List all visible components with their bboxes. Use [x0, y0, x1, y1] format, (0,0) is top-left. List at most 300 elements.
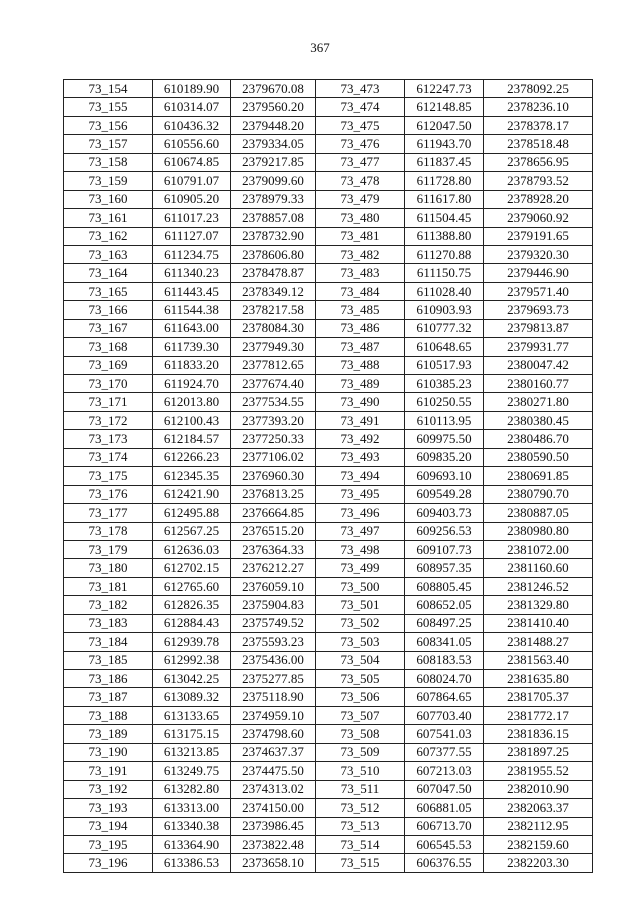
- x-coordinate-cell: 610250.55: [405, 393, 484, 411]
- y-coordinate-cell: 2379670.08: [231, 80, 316, 98]
- y-coordinate-cell: 2378857.08: [231, 209, 316, 227]
- table-row: [64, 430, 593, 448]
- y-coordinate-cell: 2381160.60: [484, 559, 593, 577]
- x-coordinate-cell: 607213.03: [405, 762, 484, 780]
- y-coordinate-cell: 2375277.85: [231, 670, 316, 688]
- point-id-cell: 73_479: [316, 190, 405, 208]
- point-id-cell: 73_184: [64, 633, 153, 651]
- y-coordinate-cell: 2378518.48: [484, 135, 593, 153]
- x-coordinate-cell: 612013.80: [153, 393, 231, 411]
- table-row: [64, 319, 593, 337]
- y-coordinate-cell: 2376364.33: [231, 540, 316, 558]
- point-id-cell: 73_190: [64, 743, 153, 761]
- table-row: [64, 540, 593, 558]
- point-id-cell: 73_158: [64, 153, 153, 171]
- x-coordinate-cell: 611150.75: [405, 264, 484, 282]
- y-coordinate-cell: 2373986.45: [231, 817, 316, 835]
- point-id-cell: 73_175: [64, 467, 153, 485]
- y-coordinate-cell: 2374475.50: [231, 762, 316, 780]
- table-row: [64, 282, 593, 300]
- x-coordinate-cell: 613249.75: [153, 762, 231, 780]
- point-id-cell: 73_485: [316, 301, 405, 319]
- point-id-cell: 73_155: [64, 98, 153, 116]
- point-id-cell: 73_499: [316, 559, 405, 577]
- y-coordinate-cell: 2375118.90: [231, 688, 316, 706]
- point-id-cell: 73_488: [316, 356, 405, 374]
- point-id-cell: 73_493: [316, 448, 405, 466]
- x-coordinate-cell: 612266.23: [153, 448, 231, 466]
- x-coordinate-cell: 611270.88: [405, 245, 484, 263]
- x-coordinate-cell: 608497.25: [405, 614, 484, 632]
- table-row: [64, 614, 593, 632]
- x-coordinate-cell: 612100.43: [153, 411, 231, 429]
- x-coordinate-cell: 613089.32: [153, 688, 231, 706]
- x-coordinate-cell: 613313.00: [153, 799, 231, 817]
- x-coordinate-cell: 610189.90: [153, 80, 231, 98]
- x-coordinate-cell: 612047.50: [405, 116, 484, 134]
- point-id-cell: 73_502: [316, 614, 405, 632]
- x-coordinate-cell: 609975.50: [405, 430, 484, 448]
- point-id-cell: 73_169: [64, 356, 153, 374]
- table-row: [64, 670, 593, 688]
- y-coordinate-cell: 2380590.50: [484, 448, 593, 466]
- table-row: [64, 153, 593, 171]
- point-id-cell: 73_483: [316, 264, 405, 282]
- point-id-cell: 73_473: [316, 80, 405, 98]
- point-id-cell: 73_189: [64, 725, 153, 743]
- x-coordinate-cell: 612992.38: [153, 651, 231, 669]
- point-id-cell: 73_481: [316, 227, 405, 245]
- point-id-cell: 73_157: [64, 135, 153, 153]
- y-coordinate-cell: 2378478.87: [231, 264, 316, 282]
- point-id-cell: 73_180: [64, 559, 153, 577]
- y-coordinate-cell: 2378217.58: [231, 301, 316, 319]
- y-coordinate-cell: 2379448.20: [231, 116, 316, 134]
- table-row: [64, 98, 593, 116]
- point-id-cell: 73_496: [316, 504, 405, 522]
- point-id-cell: 73_185: [64, 651, 153, 669]
- y-coordinate-cell: 2378349.12: [231, 282, 316, 300]
- x-coordinate-cell: 613386.53: [153, 854, 231, 872]
- table-row: [64, 651, 593, 669]
- y-coordinate-cell: 2378979.33: [231, 190, 316, 208]
- y-coordinate-cell: 2378732.90: [231, 227, 316, 245]
- point-id-cell: 73_166: [64, 301, 153, 319]
- point-id-cell: 73_168: [64, 338, 153, 356]
- y-coordinate-cell: 2379931.77: [484, 338, 593, 356]
- table-row: [64, 706, 593, 724]
- point-id-cell: 73_170: [64, 375, 153, 393]
- y-coordinate-cell: 2374798.60: [231, 725, 316, 743]
- x-coordinate-cell: 611504.45: [405, 209, 484, 227]
- table-row: [64, 835, 593, 853]
- x-coordinate-cell: 612702.15: [153, 559, 231, 577]
- x-coordinate-cell: 613175.15: [153, 725, 231, 743]
- y-coordinate-cell: 2379446.90: [484, 264, 593, 282]
- table-row: [64, 522, 593, 540]
- x-coordinate-cell: 610777.32: [405, 319, 484, 337]
- point-id-cell: 73_191: [64, 762, 153, 780]
- y-coordinate-cell: 2379060.92: [484, 209, 593, 227]
- point-id-cell: 73_188: [64, 706, 153, 724]
- y-coordinate-cell: 2377106.02: [231, 448, 316, 466]
- table-row: [64, 227, 593, 245]
- point-id-cell: 73_474: [316, 98, 405, 116]
- table-row: [64, 356, 593, 374]
- point-id-cell: 73_492: [316, 430, 405, 448]
- point-id-cell: 73_480: [316, 209, 405, 227]
- y-coordinate-cell: 2378092.25: [484, 80, 593, 98]
- y-coordinate-cell: 2381563.40: [484, 651, 593, 669]
- y-coordinate-cell: 2380160.77: [484, 375, 593, 393]
- table-row: [64, 799, 593, 817]
- y-coordinate-cell: 2379099.60: [231, 172, 316, 190]
- point-id-cell: 73_510: [316, 762, 405, 780]
- point-id-cell: 73_514: [316, 835, 405, 853]
- y-coordinate-cell: 2377949.30: [231, 338, 316, 356]
- point-id-cell: 73_179: [64, 540, 153, 558]
- y-coordinate-cell: 2373822.48: [231, 835, 316, 853]
- x-coordinate-cell: 606376.55: [405, 854, 484, 872]
- table-row: [64, 596, 593, 614]
- x-coordinate-cell: 611340.23: [153, 264, 231, 282]
- y-coordinate-cell: 2377534.55: [231, 393, 316, 411]
- y-coordinate-cell: 2376664.85: [231, 504, 316, 522]
- y-coordinate-cell: 2375904.83: [231, 596, 316, 614]
- y-coordinate-cell: 2380271.80: [484, 393, 593, 411]
- x-coordinate-cell: 612345.35: [153, 467, 231, 485]
- point-id-cell: 73_181: [64, 577, 153, 595]
- point-id-cell: 73_187: [64, 688, 153, 706]
- x-coordinate-cell: 612148.85: [405, 98, 484, 116]
- x-coordinate-cell: 607703.40: [405, 706, 484, 724]
- point-id-cell: 73_482: [316, 245, 405, 263]
- x-coordinate-cell: 610674.85: [153, 153, 231, 171]
- point-id-cell: 73_194: [64, 817, 153, 835]
- table-row: [64, 780, 593, 798]
- y-coordinate-cell: 2381246.52: [484, 577, 593, 595]
- y-coordinate-cell: 2379191.65: [484, 227, 593, 245]
- y-coordinate-cell: 2379217.85: [231, 153, 316, 171]
- x-coordinate-cell: 611028.40: [405, 282, 484, 300]
- y-coordinate-cell: 2378606.80: [231, 245, 316, 263]
- y-coordinate-cell: 2382063.37: [484, 799, 593, 817]
- table-row: [64, 762, 593, 780]
- x-coordinate-cell: 613364.90: [153, 835, 231, 853]
- y-coordinate-cell: 2380486.70: [484, 430, 593, 448]
- y-coordinate-cell: 2378928.20: [484, 190, 593, 208]
- table-row: [64, 393, 593, 411]
- x-coordinate-cell: 611924.70: [153, 375, 231, 393]
- x-coordinate-cell: 608341.05: [405, 633, 484, 651]
- x-coordinate-cell: 610648.65: [405, 338, 484, 356]
- point-id-cell: 73_164: [64, 264, 153, 282]
- y-coordinate-cell: 2378236.10: [484, 98, 593, 116]
- y-coordinate-cell: 2380887.05: [484, 504, 593, 522]
- y-coordinate-cell: 2381410.40: [484, 614, 593, 632]
- table-row: [64, 172, 593, 190]
- y-coordinate-cell: 2381072.00: [484, 540, 593, 558]
- point-id-cell: 73_173: [64, 430, 153, 448]
- x-coordinate-cell: 612939.78: [153, 633, 231, 651]
- x-coordinate-cell: 610314.07: [153, 98, 231, 116]
- y-coordinate-cell: 2374959.10: [231, 706, 316, 724]
- point-id-cell: 73_486: [316, 319, 405, 337]
- point-id-cell: 73_178: [64, 522, 153, 540]
- x-coordinate-cell: 612495.88: [153, 504, 231, 522]
- point-id-cell: 73_183: [64, 614, 153, 632]
- y-coordinate-cell: 2378084.30: [231, 319, 316, 337]
- y-coordinate-cell: 2379560.20: [231, 98, 316, 116]
- x-coordinate-cell: 610113.95: [405, 411, 484, 429]
- y-coordinate-cell: 2376515.20: [231, 522, 316, 540]
- point-id-cell: 73_495: [316, 485, 405, 503]
- table-row: [64, 80, 593, 98]
- y-coordinate-cell: 2373658.10: [231, 854, 316, 872]
- x-coordinate-cell: 611833.20: [153, 356, 231, 374]
- y-coordinate-cell: 2381836.15: [484, 725, 593, 743]
- x-coordinate-cell: 609835.20: [405, 448, 484, 466]
- point-id-cell: 73_507: [316, 706, 405, 724]
- x-coordinate-cell: 609403.73: [405, 504, 484, 522]
- x-coordinate-cell: 607541.03: [405, 725, 484, 743]
- point-id-cell: 73_501: [316, 596, 405, 614]
- x-coordinate-cell: 606713.70: [405, 817, 484, 835]
- point-id-cell: 73_161: [64, 209, 153, 227]
- y-coordinate-cell: 2378793.52: [484, 172, 593, 190]
- point-id-cell: 73_165: [64, 282, 153, 300]
- point-id-cell: 73_162: [64, 227, 153, 245]
- table-row: [64, 688, 593, 706]
- y-coordinate-cell: 2378378.17: [484, 116, 593, 134]
- y-coordinate-cell: 2377674.40: [231, 375, 316, 393]
- point-id-cell: 73_494: [316, 467, 405, 485]
- x-coordinate-cell: 611643.00: [153, 319, 231, 337]
- y-coordinate-cell: 2379320.30: [484, 245, 593, 263]
- y-coordinate-cell: 2382112.95: [484, 817, 593, 835]
- x-coordinate-cell: 607047.50: [405, 780, 484, 798]
- point-id-cell: 73_171: [64, 393, 153, 411]
- point-id-cell: 73_193: [64, 799, 153, 817]
- x-coordinate-cell: 610905.20: [153, 190, 231, 208]
- x-coordinate-cell: 612765.60: [153, 577, 231, 595]
- point-id-cell: 73_513: [316, 817, 405, 835]
- y-coordinate-cell: 2380047.42: [484, 356, 593, 374]
- table-row: [64, 411, 593, 429]
- x-coordinate-cell: 606881.05: [405, 799, 484, 817]
- x-coordinate-cell: 610436.32: [153, 116, 231, 134]
- point-id-cell: 73_497: [316, 522, 405, 540]
- point-id-cell: 73_163: [64, 245, 153, 263]
- x-coordinate-cell: 610903.93: [405, 301, 484, 319]
- x-coordinate-cell: 611739.30: [153, 338, 231, 356]
- point-id-cell: 73_509: [316, 743, 405, 761]
- table-row: [64, 633, 593, 651]
- x-coordinate-cell: 611728.80: [405, 172, 484, 190]
- y-coordinate-cell: 2380380.45: [484, 411, 593, 429]
- y-coordinate-cell: 2381897.25: [484, 743, 593, 761]
- point-id-cell: 73_489: [316, 375, 405, 393]
- x-coordinate-cell: 611234.75: [153, 245, 231, 263]
- point-id-cell: 73_182: [64, 596, 153, 614]
- x-coordinate-cell: 612826.35: [153, 596, 231, 614]
- x-coordinate-cell: 613213.85: [153, 743, 231, 761]
- x-coordinate-cell: 612421.90: [153, 485, 231, 503]
- x-coordinate-cell: 608183.53: [405, 651, 484, 669]
- y-coordinate-cell: 2374637.37: [231, 743, 316, 761]
- table-row: [64, 854, 593, 872]
- y-coordinate-cell: 2379571.40: [484, 282, 593, 300]
- x-coordinate-cell: 611388.80: [405, 227, 484, 245]
- x-coordinate-cell: 606545.53: [405, 835, 484, 853]
- point-id-cell: 73_176: [64, 485, 153, 503]
- table-row: [64, 135, 593, 153]
- x-coordinate-cell: 613042.25: [153, 670, 231, 688]
- y-coordinate-cell: 2374150.00: [231, 799, 316, 817]
- coordinates-table-body: [64, 80, 593, 873]
- table-row: [64, 209, 593, 227]
- point-id-cell: 73_487: [316, 338, 405, 356]
- point-id-cell: 73_478: [316, 172, 405, 190]
- x-coordinate-cell: 611617.80: [405, 190, 484, 208]
- point-id-cell: 73_500: [316, 577, 405, 595]
- x-coordinate-cell: 612884.43: [153, 614, 231, 632]
- x-coordinate-cell: 611443.45: [153, 282, 231, 300]
- point-id-cell: 73_154: [64, 80, 153, 98]
- point-id-cell: 73_491: [316, 411, 405, 429]
- table-row: [64, 245, 593, 263]
- y-coordinate-cell: 2381955.52: [484, 762, 593, 780]
- y-coordinate-cell: 2379813.87: [484, 319, 593, 337]
- x-coordinate-cell: 612247.73: [405, 80, 484, 98]
- x-coordinate-cell: 611127.07: [153, 227, 231, 245]
- x-coordinate-cell: 607864.65: [405, 688, 484, 706]
- y-coordinate-cell: 2377393.20: [231, 411, 316, 429]
- x-coordinate-cell: 613340.38: [153, 817, 231, 835]
- table-row: [64, 504, 593, 522]
- y-coordinate-cell: 2375436.00: [231, 651, 316, 669]
- y-coordinate-cell: 2381329.80: [484, 596, 593, 614]
- y-coordinate-cell: 2381635.80: [484, 670, 593, 688]
- table-row: [64, 375, 593, 393]
- x-coordinate-cell: 610556.60: [153, 135, 231, 153]
- x-coordinate-cell: 613133.65: [153, 706, 231, 724]
- x-coordinate-cell: 609549.28: [405, 485, 484, 503]
- x-coordinate-cell: 609256.53: [405, 522, 484, 540]
- y-coordinate-cell: 2381772.17: [484, 706, 593, 724]
- point-id-cell: 73_195: [64, 835, 153, 853]
- table-row: [64, 264, 593, 282]
- table-row: [64, 817, 593, 835]
- x-coordinate-cell: 610791.07: [153, 172, 231, 190]
- y-coordinate-cell: 2381488.27: [484, 633, 593, 651]
- point-id-cell: 73_506: [316, 688, 405, 706]
- x-coordinate-cell: 612636.03: [153, 540, 231, 558]
- table-row: [64, 190, 593, 208]
- y-coordinate-cell: 2380691.85: [484, 467, 593, 485]
- y-coordinate-cell: 2382010.90: [484, 780, 593, 798]
- x-coordinate-cell: 610385.23: [405, 375, 484, 393]
- point-id-cell: 73_515: [316, 854, 405, 872]
- table-row: [64, 467, 593, 485]
- x-coordinate-cell: 607377.55: [405, 743, 484, 761]
- y-coordinate-cell: 2382203.30: [484, 854, 593, 872]
- y-coordinate-cell: 2379334.05: [231, 135, 316, 153]
- y-coordinate-cell: 2377812.65: [231, 356, 316, 374]
- point-id-cell: 73_159: [64, 172, 153, 190]
- table-row: [64, 743, 593, 761]
- x-coordinate-cell: 611017.23: [153, 209, 231, 227]
- y-coordinate-cell: 2376059.10: [231, 577, 316, 595]
- point-id-cell: 73_505: [316, 670, 405, 688]
- point-id-cell: 73_508: [316, 725, 405, 743]
- y-coordinate-cell: 2375749.52: [231, 614, 316, 632]
- table-row: [64, 301, 593, 319]
- y-coordinate-cell: 2376212.27: [231, 559, 316, 577]
- x-coordinate-cell: 611544.38: [153, 301, 231, 319]
- x-coordinate-cell: 609107.73: [405, 540, 484, 558]
- y-coordinate-cell: 2377250.33: [231, 430, 316, 448]
- y-coordinate-cell: 2382159.60: [484, 835, 593, 853]
- y-coordinate-cell: 2376813.25: [231, 485, 316, 503]
- point-id-cell: 73_172: [64, 411, 153, 429]
- x-coordinate-cell: 612184.57: [153, 430, 231, 448]
- point-id-cell: 73_174: [64, 448, 153, 466]
- point-id-cell: 73_511: [316, 780, 405, 798]
- point-id-cell: 73_503: [316, 633, 405, 651]
- table-row: [64, 116, 593, 134]
- x-coordinate-cell: 612567.25: [153, 522, 231, 540]
- y-coordinate-cell: 2380980.80: [484, 522, 593, 540]
- x-coordinate-cell: 608024.70: [405, 670, 484, 688]
- table-row: [64, 725, 593, 743]
- point-id-cell: 73_192: [64, 780, 153, 798]
- point-id-cell: 73_475: [316, 116, 405, 134]
- y-coordinate-cell: 2378656.95: [484, 153, 593, 171]
- page-number: 367: [310, 40, 330, 55]
- x-coordinate-cell: 608805.45: [405, 577, 484, 595]
- x-coordinate-cell: 608957.35: [405, 559, 484, 577]
- y-coordinate-cell: 2376960.30: [231, 467, 316, 485]
- table-row: [64, 577, 593, 595]
- table-row: [64, 485, 593, 503]
- point-id-cell: 73_512: [316, 799, 405, 817]
- y-coordinate-cell: 2380790.70: [484, 485, 593, 503]
- table-row: [64, 338, 593, 356]
- x-coordinate-cell: 613282.80: [153, 780, 231, 798]
- y-coordinate-cell: 2379693.73: [484, 301, 593, 319]
- point-id-cell: 73_504: [316, 651, 405, 669]
- y-coordinate-cell: 2375593.23: [231, 633, 316, 651]
- point-id-cell: 73_186: [64, 670, 153, 688]
- point-id-cell: 73_156: [64, 116, 153, 134]
- table-row: [64, 559, 593, 577]
- point-id-cell: 73_196: [64, 854, 153, 872]
- point-id-cell: 73_498: [316, 540, 405, 558]
- point-id-cell: 73_177: [64, 504, 153, 522]
- table-row: [64, 448, 593, 466]
- x-coordinate-cell: 608652.05: [405, 596, 484, 614]
- coordinates-table: [63, 79, 593, 873]
- x-coordinate-cell: 610517.93: [405, 356, 484, 374]
- point-id-cell: 73_476: [316, 135, 405, 153]
- point-id-cell: 73_484: [316, 282, 405, 300]
- point-id-cell: 73_167: [64, 319, 153, 337]
- y-coordinate-cell: 2374313.02: [231, 780, 316, 798]
- x-coordinate-cell: 611943.70: [405, 135, 484, 153]
- point-id-cell: 73_490: [316, 393, 405, 411]
- x-coordinate-cell: 609693.10: [405, 467, 484, 485]
